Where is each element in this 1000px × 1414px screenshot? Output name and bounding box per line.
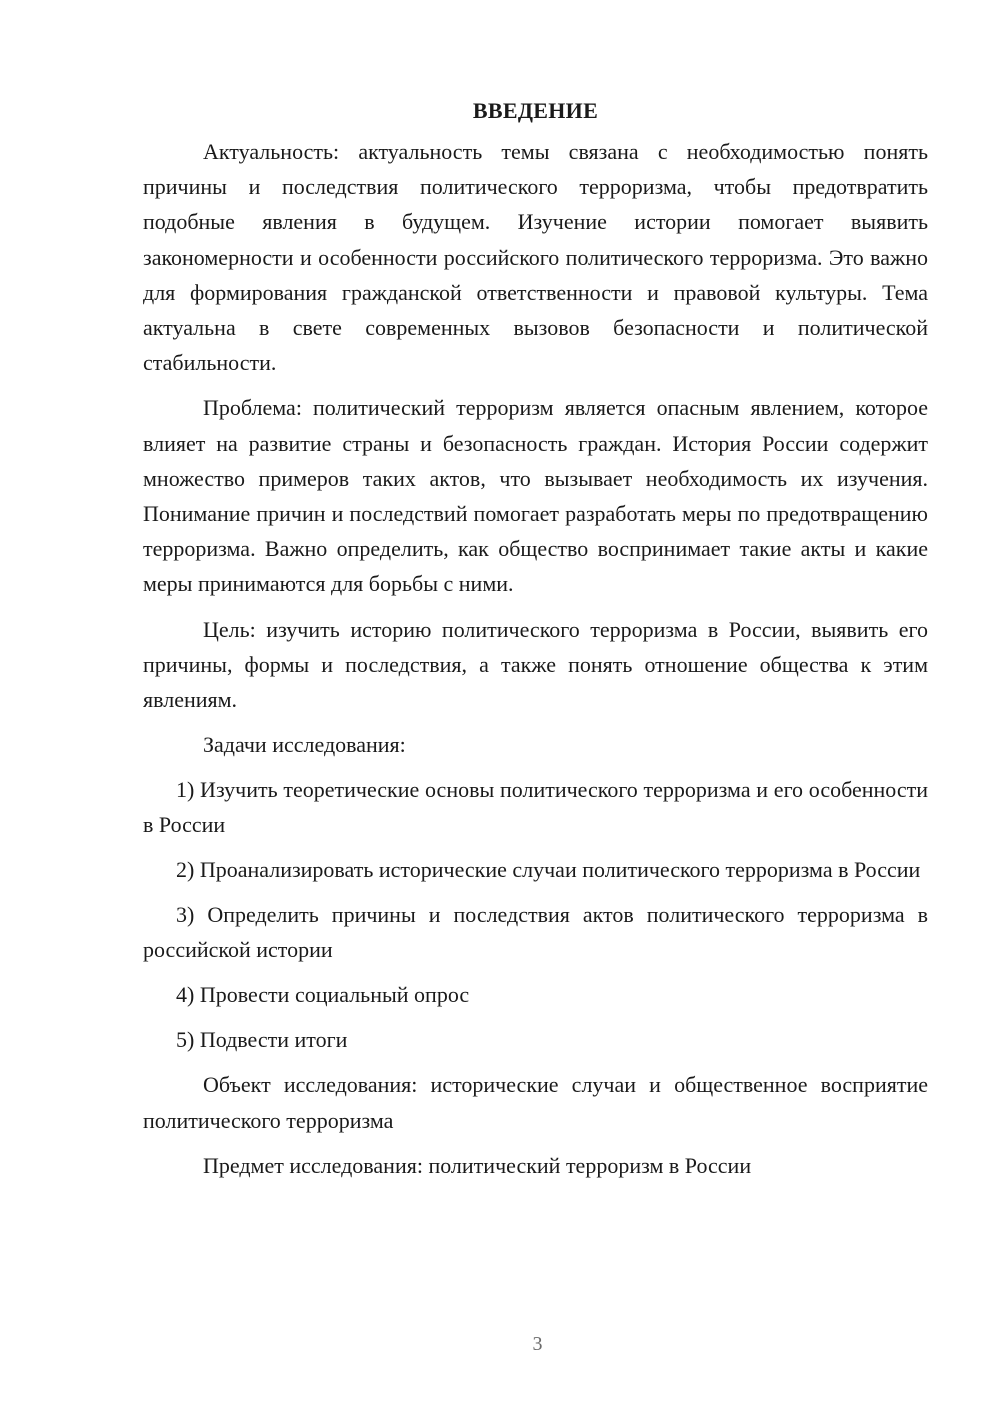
paragraph-subject: Предмет исследования: политический терроризм в России <box>203 1152 752 1178</box>
paragraph-object: Объект исследования: исторические случаи и общественное восприятие политического терроризма <box>143 1072 928 1133</box>
tasks-list <box>143 772 928 1057</box>
page-content <box>143 96 928 1183</box>
list-item: 1) Изучить теоретические основы политического терроризма и его особенности в России <box>143 777 928 838</box>
page-number: 3 <box>532 1333 543 1355</box>
list-item: 2) Проанализировать исторические случаи политического терроризма в России <box>176 857 921 883</box>
paragraph-goal: Цель: изучить историю политического терроризма в России, выявить его причины, формы и последствия, а также понять отношение общества к этим явлениям. <box>143 616 928 713</box>
list-item: 4) Провести социальный опрос <box>176 982 470 1008</box>
tasks-title: Задачи исследования: <box>203 732 406 758</box>
paragraph-problem: Проблема: политический терроризм является опасным явлением, которое влияет на развитие страны и безопасность граждан. История России содержит множество примеров таких актов, что вызывает необходимость их изучения. Понимание причин и последствий помогает разработать меры по предотвращению терроризма. Важно определить, как общество воспринимает такие акты и какие меры принимаются для борьбы с ними. <box>143 395 928 597</box>
paragraph-relevance: Актуальность: актуальность темы связана с необходимостью понять причины и последствия политического терроризма, чтобы предотвратить подобные явления в будущем. Изучение истории помогает выявить закономерности и особенности российского политического терроризма. Это важно для формирования гражданской ответственности и правовой культуры. Тема актуальна в свете современных вызовов безопасности и политической стабильности. <box>143 139 928 376</box>
section-heading: ВВЕДЕНИЕ <box>472 98 599 123</box>
list-item: 3) Определить причины и последствия актов политического терроризма в российской истории <box>143 902 928 963</box>
list-item: 5) Подвести итоги <box>176 1027 348 1053</box>
